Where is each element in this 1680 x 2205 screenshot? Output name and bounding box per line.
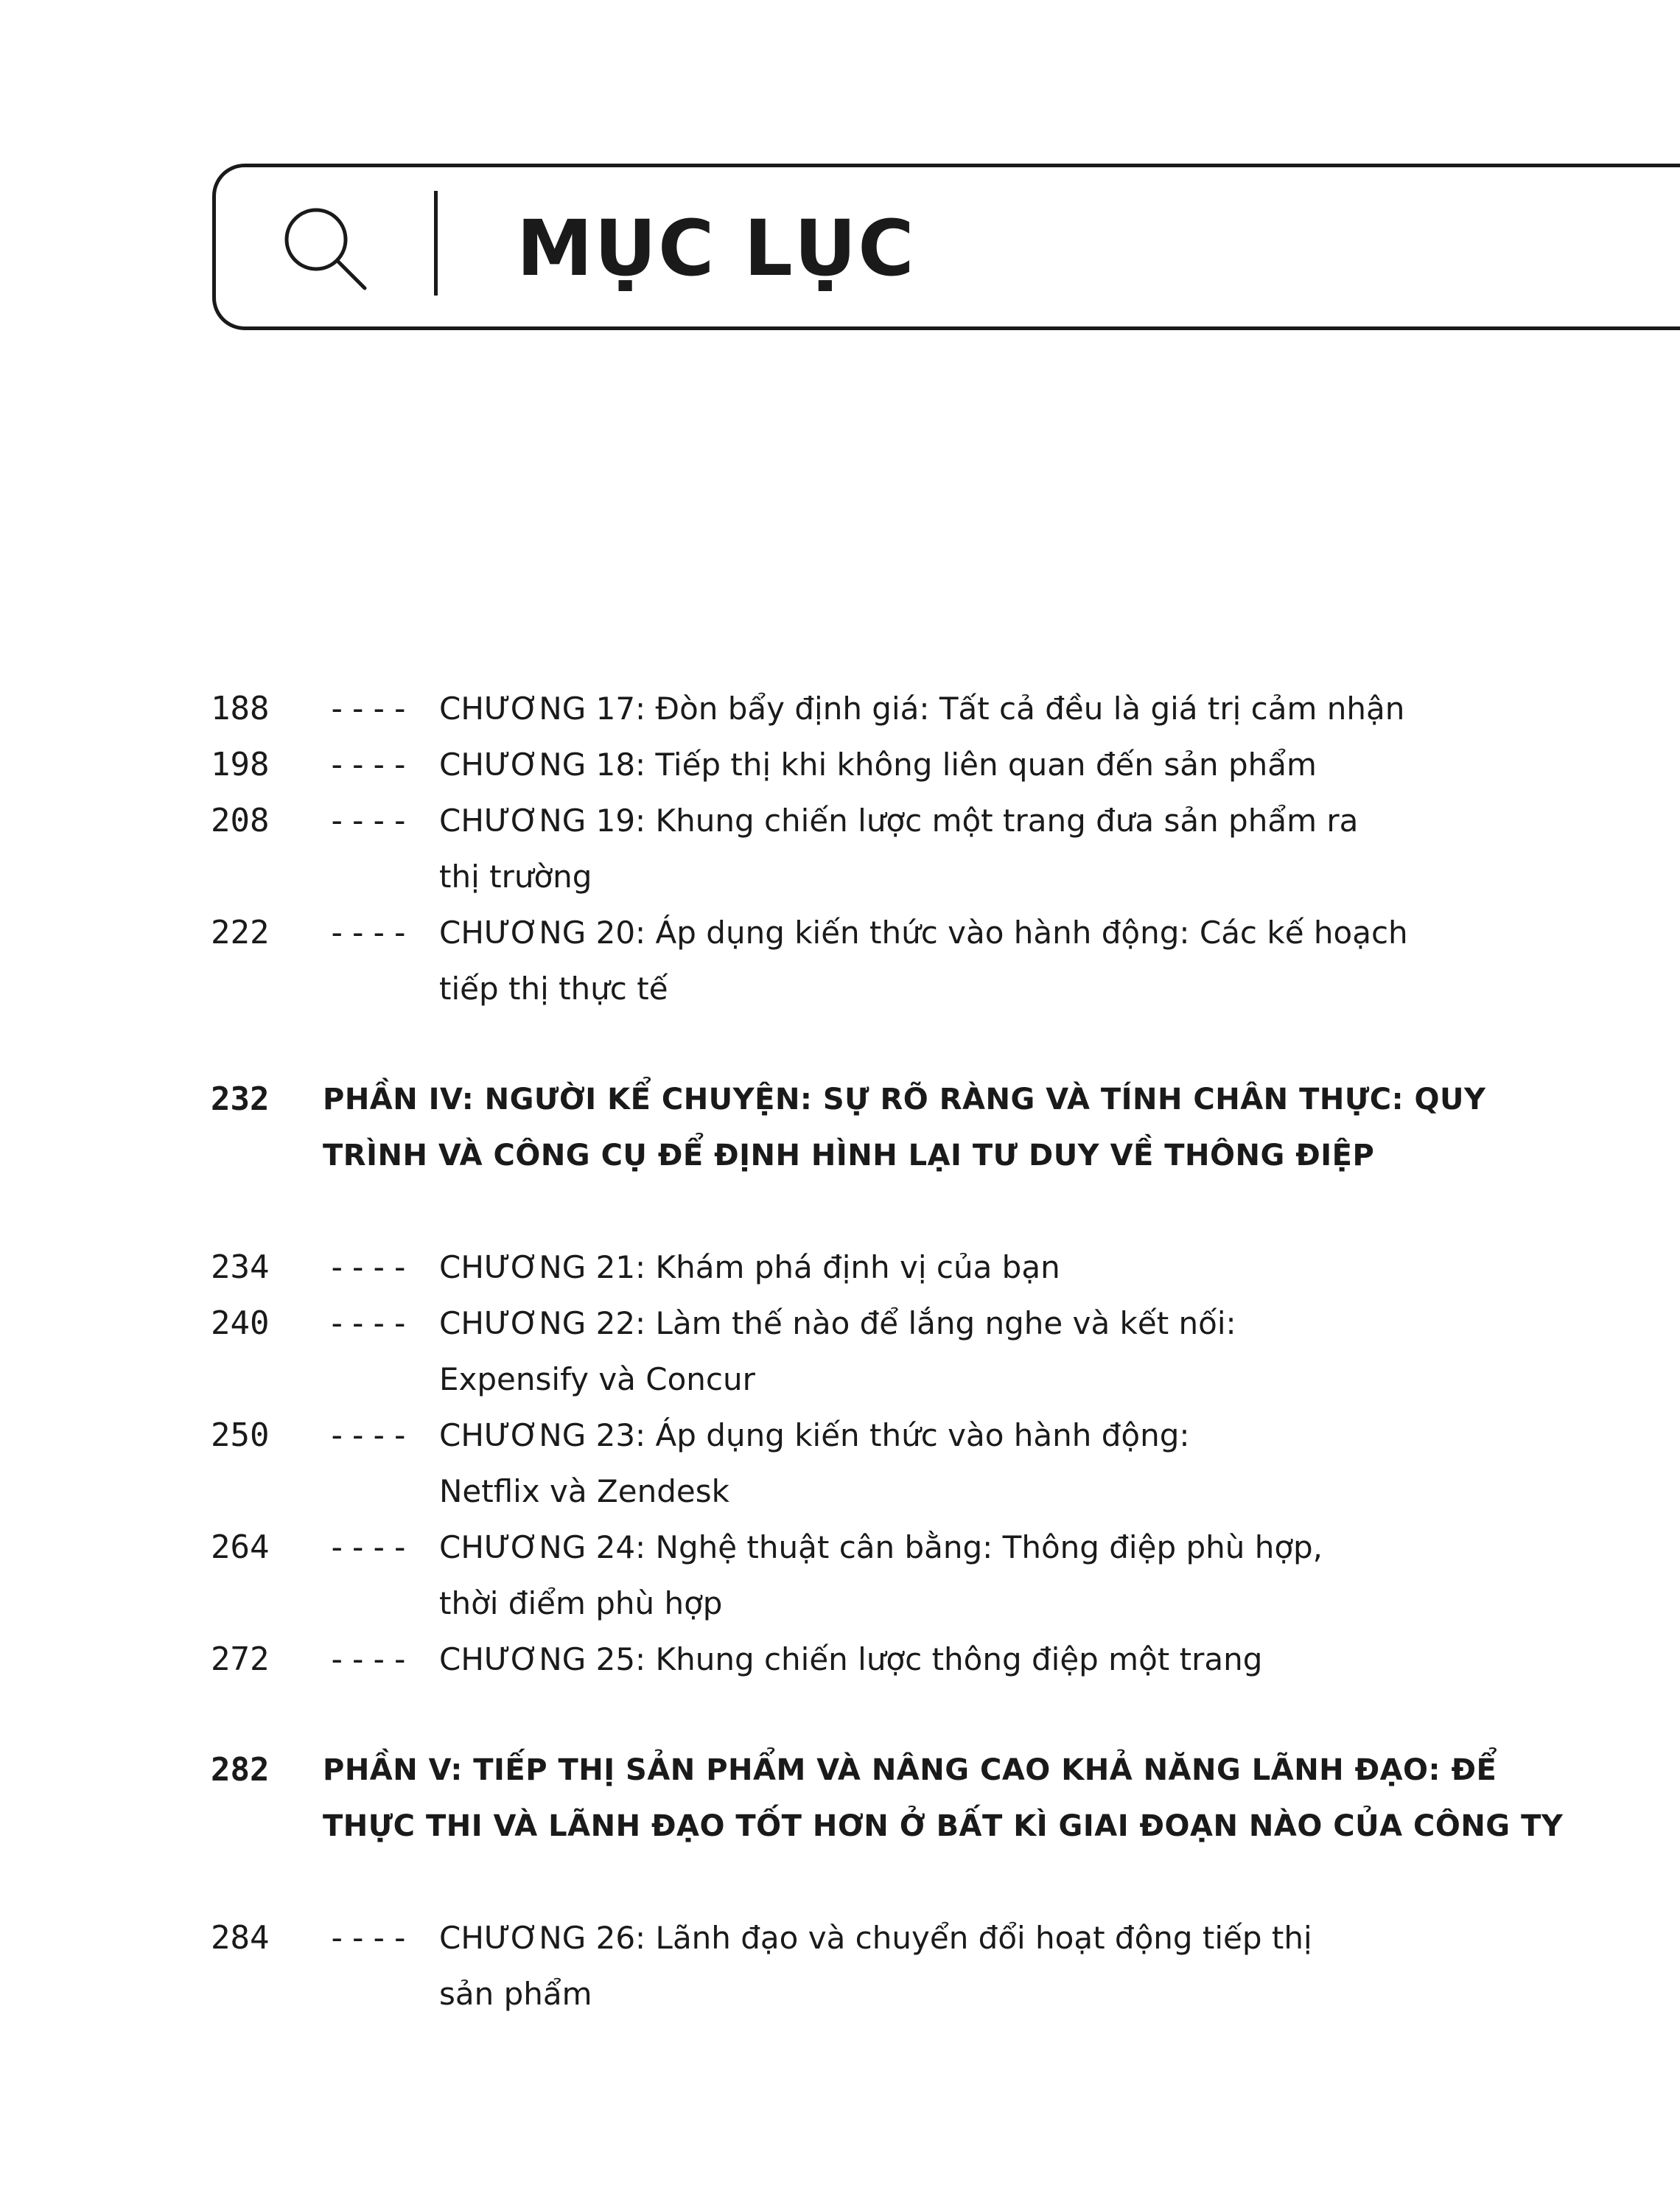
toc-leader-dashes: ----	[327, 1640, 411, 1678]
toc-chapter-title-cont: thị trường	[439, 859, 592, 895]
toc-chapter-title: CHƯƠNG 26: Lãnh đạo và chuyển đổi hoạt động tiếp thị	[439, 1920, 1312, 1956]
toc-leader-dashes: ----	[327, 690, 411, 727]
toc-leader-dashes: ----	[327, 746, 411, 783]
toc-part-page-number: 282	[211, 1751, 270, 1789]
toc-page-number: 234	[211, 1248, 270, 1286]
toc-chapter-title-cont: sản phẩm	[439, 1976, 592, 2012]
toc-page-number: 272	[211, 1640, 270, 1678]
toc-leader-dashes: ----	[327, 1919, 411, 1957]
toc-leader-dashes: ----	[327, 1416, 411, 1454]
toc-leader-dashes: ----	[327, 1528, 411, 1566]
toc-part-title: PHẦN IV: NGƯỜI KỂ CHUYỆN: SỰ RÕ RÀNG VÀ TÍNH CHÂN THỰC: QUY	[323, 1083, 1486, 1117]
toc-chapter-title: CHƯƠNG 19: Khung chiến lược một trang đưa sản phẩm ra	[439, 803, 1359, 839]
toc-chapter-title-cont: Expensify và Concur	[439, 1361, 755, 1397]
toc-part-title-cont: THỰC THI VÀ LÃNH ĐẠO TỐT HƠN Ở BẤT KÌ GIAI ĐOẠN NÀO CỦA CÔNG TY	[323, 1809, 1564, 1843]
toc-page-number: 264	[211, 1528, 270, 1566]
toc-chapter-title: CHƯƠNG 23: Áp dụng kiến thức vào hành động:	[439, 1417, 1190, 1453]
toc-chapter-title: CHƯƠNG 25: Khung chiến lược thông điệp một trang	[439, 1641, 1263, 1677]
toc-chapter-title: CHƯƠNG 24: Nghệ thuật cân bằng: Thông điệp phù hợp,	[439, 1529, 1323, 1565]
toc-page-number: 208	[211, 802, 270, 839]
toc-page-number: 240	[211, 1304, 270, 1342]
page-title: MỤC LỤC	[517, 203, 916, 293]
toc-part-page-number: 232	[211, 1080, 270, 1118]
toc-page-number: 222	[211, 914, 270, 951]
toc-chapter-title: CHƯƠNG 17: Đòn bẩy định giá: Tất cả đều là giá trị cảm nhận	[439, 691, 1405, 727]
toc-page-number: 284	[211, 1919, 270, 1957]
toc-chapter-title: CHƯƠNG 22: Làm thế nào để lắng nghe và kết nối:	[439, 1305, 1236, 1341]
toc-leader-dashes: ----	[327, 1248, 411, 1286]
toc-chapter-title: CHƯƠNG 18: Tiếp thị khi không liên quan đến sản phẩm	[439, 747, 1317, 783]
toc-chapter-title-cont: tiếp thị thực tế	[439, 971, 668, 1007]
toc-page-number: 250	[211, 1416, 270, 1454]
toc-chapter-title-cont: Netflix và Zendesk	[439, 1473, 729, 1509]
toc-page-number: 188	[211, 690, 270, 727]
toc-page-number: 198	[211, 746, 270, 783]
toc-leader-dashes: ----	[327, 802, 411, 839]
toc-chapter-title-cont: thời điểm phù hợp	[439, 1585, 723, 1621]
toc-part-title: PHẦN V: TIẾP THỊ SẢN PHẨM VÀ NÂNG CAO KHẢ NĂNG LÃNH ĐẠO: ĐỂ	[323, 1753, 1497, 1787]
toc-chapter-title: CHƯƠNG 20: Áp dụng kiến thức vào hành động: Các kế hoạch	[439, 915, 1408, 951]
toc-leader-dashes: ----	[327, 1304, 411, 1342]
toc-chapter-title: CHƯƠNG 21: Khám phá định vị của bạn	[439, 1249, 1060, 1285]
toc-part-title-cont: TRÌNH VÀ CÔNG CỤ ĐỂ ĐỊNH HÌNH LẠI TƯ DUY VỀ THÔNG ĐIỆP	[323, 1139, 1375, 1173]
toc-leader-dashes: ----	[327, 914, 411, 951]
